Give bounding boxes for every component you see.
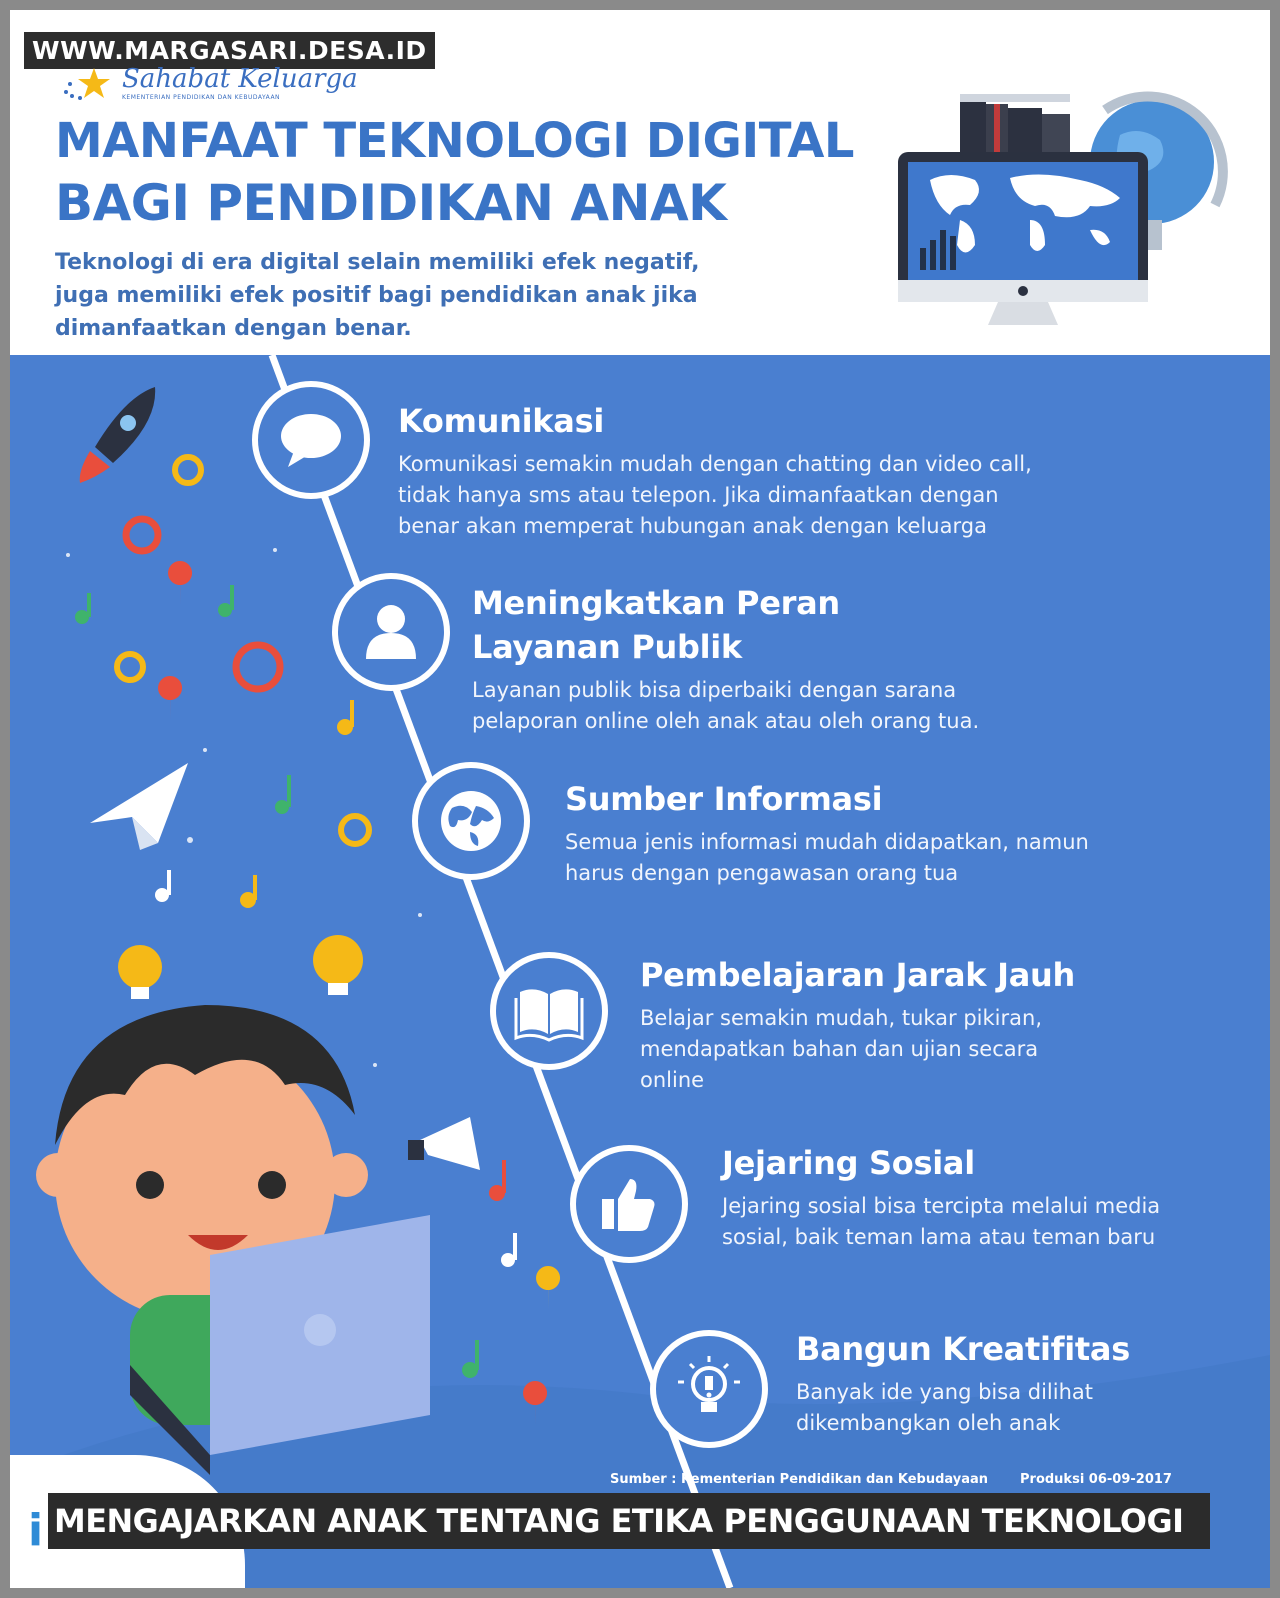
caption-banner: MENGAJARKAN ANAK TENTANG ETIKA PENGGUNAAN TEKNOLOGI	[48, 1493, 1210, 1549]
item-title: Sumber Informasi	[565, 780, 883, 818]
item-komunikasi	[398, 399, 1058, 542]
source-note: Sumber : Kementerian Pendidikan dan Kebudayaan	[610, 1472, 989, 1487]
item-title: Jejaring Sosial	[722, 1144, 975, 1182]
chat-bubble-icon	[274, 403, 348, 477]
item-description: Jejaring sosial bisa tercipta melalui media sosial, baik teman lama atau teman baru	[722, 1194, 1161, 1249]
item-title: Komunikasi	[398, 402, 604, 440]
node-komunikasi	[252, 381, 370, 499]
monitor-globe-icon	[890, 80, 1230, 335]
item-description: Banyak ide yang bisa dilihat dikembangkan oleh anak	[796, 1380, 1093, 1435]
item-description: Belajar semakin mudah, tukar pikiran, mendapatkan bahan dan ujian secara online	[640, 1006, 1042, 1092]
intro-text: Teknologi di era digital selain memiliki efek negatif, juga memiliki efek positif bagi pendidikan anak jika dimanfaatkan dengan benar.	[55, 250, 700, 341]
megaphone-icon	[408, 1117, 480, 1170]
lightbulb-icon	[672, 1352, 746, 1426]
node-layanan-publik	[332, 573, 450, 691]
infographic-frame	[10, 10, 1270, 1588]
item-pembelajaran	[640, 953, 1100, 1096]
brand-logo	[60, 64, 390, 101]
item-description: Layanan publik bisa diperbaiki dengan sarana pelaporan online oleh anak atau oleh orang tua.	[472, 678, 980, 733]
main-section	[10, 355, 1270, 1588]
item-kreatifitas	[796, 1327, 1176, 1439]
title-line-2: BAGI PENDIDIKAN ANAK	[55, 174, 727, 232]
globe-icon	[434, 784, 508, 858]
corner-logo: i	[28, 1505, 44, 1556]
brand-subtitle: KEMENTERIAN PENDIDIKAN DAN KEBUDAYAAN	[122, 94, 281, 101]
item-title: Pembelajaran Jarak Jauh	[640, 956, 1075, 994]
page-title	[55, 110, 854, 234]
title-line-1: MANFAAT TEKNOLOGI DIGITAL	[55, 113, 854, 169]
node-kreatifitas	[650, 1330, 768, 1448]
person-icon	[354, 595, 428, 669]
item-sumber-informasi	[565, 777, 1095, 889]
node-sumber-informasi	[412, 762, 530, 880]
thumbs-up-icon	[592, 1167, 666, 1241]
node-jejaring-sosial	[570, 1145, 688, 1263]
lightbulb-icon	[118, 935, 363, 999]
rocket-icon	[80, 387, 155, 483]
star-logo-icon	[60, 66, 114, 100]
book-icon	[512, 974, 586, 1048]
item-title: Bangun Kreatifitas	[796, 1330, 1130, 1368]
node-pembelajaran	[490, 952, 608, 1070]
item-description: Semua jenis informasi mudah didapatkan, namun harus dengan pengawasan orang tua	[565, 830, 1089, 885]
music-note-icon	[489, 1160, 506, 1201]
item-description: Komunikasi semakin mudah dengan chatting dan video call, tidak hanya sms atau telepon. Jika dimanfaatkan dengan benar akan memperat hubungan anak dengan keluarga	[398, 452, 1032, 538]
item-title: Meningkatkan Peran Layanan Publik	[472, 584, 840, 666]
music-note-icon	[240, 700, 354, 908]
gear-icon	[126, 519, 280, 689]
item-jejaring-sosial	[722, 1141, 1212, 1253]
brand-name: Sahabat Keluarga	[122, 64, 358, 94]
watermark: WWW.MARGASARI.DESA.ID	[24, 32, 435, 69]
item-layanan-publik	[472, 581, 1032, 737]
map-pin-icon	[536, 1266, 560, 1310]
production-date: Produksi 06-09-2017	[1020, 1472, 1172, 1487]
header	[10, 10, 1270, 355]
